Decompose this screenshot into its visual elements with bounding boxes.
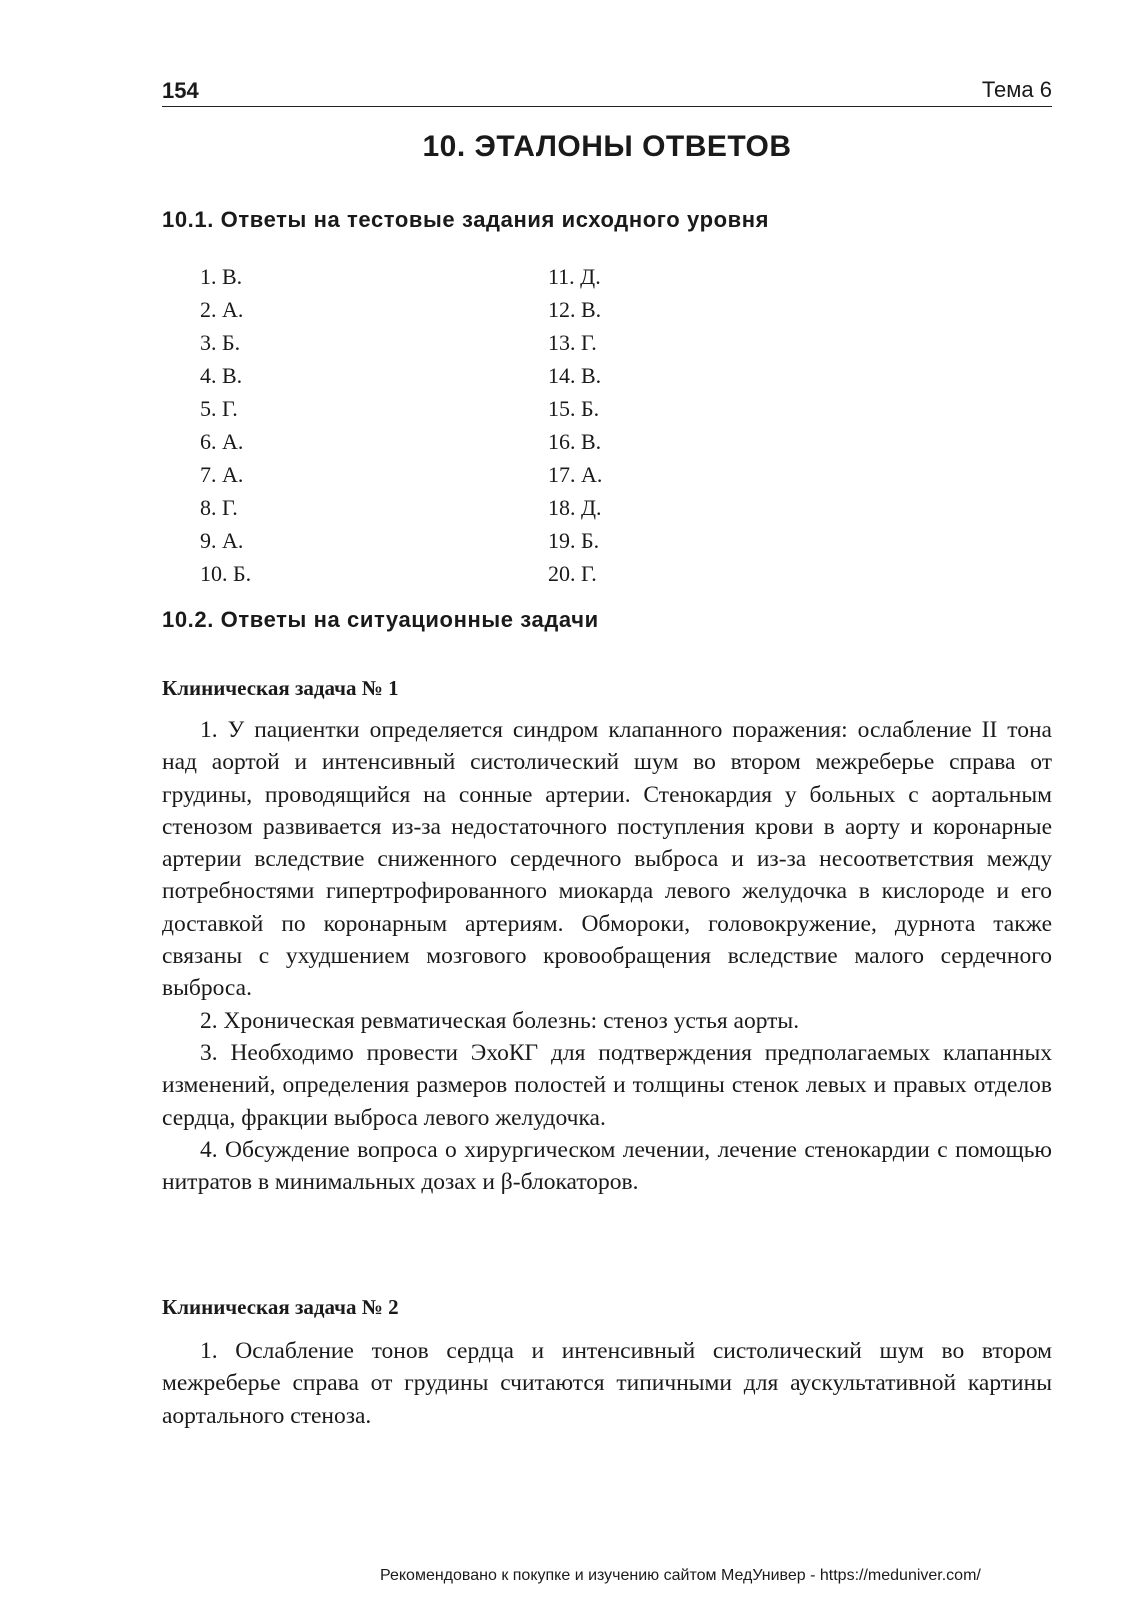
answers-column-right	[548, 260, 748, 590]
answer-item: 2. А.	[200, 297, 244, 322]
answer-paragraph: 4. Обсуждение вопроса о хирургическом лечении, лечение стенокардии с помощью нитратов в минимальных дозах и β-блокаторов.	[162, 1136, 1052, 1196]
answer-item: 4. В.	[200, 363, 243, 388]
page-number: 154	[162, 78, 199, 103]
answer-item: 14. В.	[548, 363, 602, 388]
answer-item: 10. Б.	[200, 561, 252, 586]
answer-paragraph: 1. Ослабление тонов сердца и интенсивный систолический шум во втором межреберье справа от грудины считаются типичными для аускультативной картины аортального стеноза.	[162, 1338, 1052, 1429]
answer-paragraph: 2. Хроническая ревматическая болезнь: стеноз устья аорты.	[200, 1007, 800, 1034]
page-header	[162, 74, 1052, 107]
answer-item: 5. Г.	[200, 396, 238, 421]
section-title-situational-answers: 10.2. Ответы на ситуационные задачи	[162, 607, 599, 632]
task2-answers	[162, 1335, 1052, 1432]
answer-item: 12. В.	[548, 297, 602, 322]
answer-item: 13. Г.	[548, 330, 597, 355]
section-title-test-answers: 10.1. Ответы на тестовые задания исходного уровня	[162, 207, 770, 232]
running-head: Тема 6	[981, 77, 1052, 102]
answer-item: 9. А.	[200, 528, 244, 553]
answer-item: 20. Г.	[548, 561, 597, 586]
task-title-2: Клиническая задача № 2	[162, 1295, 399, 1319]
answer-item: 11. Д.	[548, 264, 601, 289]
task1-answers	[162, 714, 1052, 1198]
answer-item: 7. А.	[200, 462, 244, 487]
answer-item: 15. Б.	[548, 396, 600, 421]
answer-paragraph: 3. Необходимо провести ЭхоКГ для подтверждения предполагаемых клапанных изменений, определения размеров полостей и толщины стенок левых и правых отделов сердца, фракции выброса левого желудочка.	[162, 1039, 1052, 1131]
answer-paragraph: 1. У пациентки определяется синдром клапанного поражения: ослабление II тона над аортой и интенсивный систолический шум во втором межреберье справа от грудины, проводящийся на сонные артерии. Стенокардия у больных с аортальным стенозом развивается из-за недостаточного поступления крови в аорту и коронарные артерии вследствие сниженного сердечного выброса и из-за несоответствия между потребностями гипертрофированного миокарда левого желудочка в кислороде и его доставкой по коронарным артериям. Обмороки, головокружение, дурнота также связаны с ухудшением мозгового кровообращения вследствие малого сердечного выброса.	[162, 717, 1052, 1002]
chapter-title: 10. ЭТАЛОНЫ ОТВЕТОВ	[422, 130, 792, 163]
answer-item: 18. Д.	[548, 495, 602, 520]
answer-item: 8. Г.	[200, 495, 238, 520]
answer-item: 3. Б.	[200, 330, 241, 355]
answer-item: 1. В.	[200, 264, 243, 289]
answers-column-left	[200, 260, 400, 590]
answer-item: 6. А.	[200, 429, 244, 454]
footer-note: Рекомендовано к покупке и изучению сайтом МедУнивер - https://meduniver.com/	[380, 1567, 981, 1584]
answer-item: 16. В.	[548, 429, 602, 454]
answer-item: 17. А.	[548, 462, 603, 487]
task-title-1: Клиническая задача № 1	[162, 676, 399, 700]
answer-item: 19. Б.	[548, 528, 600, 553]
